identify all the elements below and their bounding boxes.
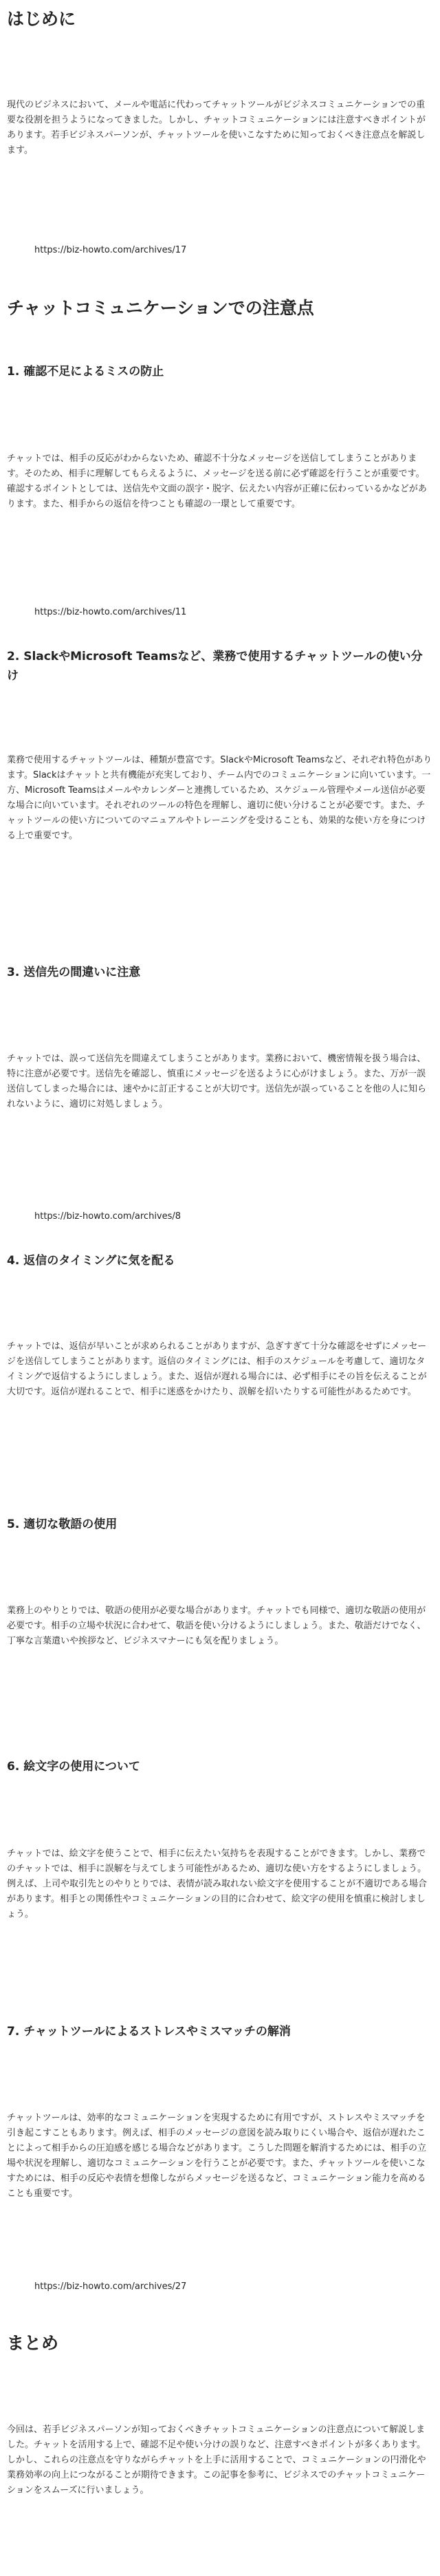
intro-link[interactable]: https://biz-howto.com/archives/17 <box>34 245 187 255</box>
section-3-heading: 3. 送信先の間違いに注意 <box>7 966 141 979</box>
section-3-paragraph: チャットでは、誤って送信先を間違えてしまうことがあります。業務において、機密情報を扱う場合は、特に注意が必要です。送信先を確認し、慎重にメッセージを送るように心がけましょう。また、万が一誤送信してしまった場合には、速やかに訂正することが大切です。送信先が誤っていることを他の人に知られないように、適切に対処しましょう。 <box>7 1054 426 1109</box>
section-1-heading: 1. 確認不足によるミスの防止 <box>7 365 164 379</box>
section-7-heading: 7. チャットツールによるストレスやミスマッチの解消 <box>7 2025 291 2039</box>
section-7-link[interactable]: https://biz-howto.com/archives/27 <box>34 2281 187 2292</box>
section-4-heading: 4. 返信のタイミングに気を配る <box>7 1254 175 1268</box>
summary-paragraph: 今回は、若手ビジネスパーソンが知っておくべきチャットコミュニケーションの注意点について解説しました。チャットを活用する上で、確認不足や使い分けの誤りなど、注意すべきポイントが多くあります。しかし、これらの注意点を守りながらチャットを上手に活用することで、コミュニケーションの円滑化や業務効率の向上につながることが期待できます。この記事を参考に、ビジネスでのチャットコミュニケーションをスムーズに行いましょう。 <box>7 2425 426 2495</box>
main-heading: チャットコミュニケーションでの注意点 <box>7 298 314 318</box>
summary-heading: まとめ <box>7 2333 59 2353</box>
section-6-heading: 6. 絵文字の使用について <box>7 1760 140 1774</box>
section-7-paragraph: チャットツールは、効率的なコミュニケーションを実現するために有用ですが、ストレスやミスマッチを引き起こすこともあります。例えば、相手のメッセージの意図を読み取りにくい場合や、返信が遅れたことによって相手からの圧迫感を感じる場合などがあります。こうした問題を解消するためには、相手の立場や状況を理解し、適切なコミュニケーションを行うことが必要です。また、チャットツールを使いこなすためには、相手の反応や表情を想像しながらメッセージを送るなど、コミュニケーション能力を高めることも重要です。 <box>7 2113 426 2199</box>
section-5-paragraph: 業務上のやりとりでは、敬語の使用が必要な場合があります。チャットでも同様で、適切な敬語の使用が必要です。相手の立場や状況に合わせて、敬語を使い分けるようにしましょう。また、敬語だけでなく、丁寧な言葉遣いや挨拶など、ビジネスマナーにも気を配りましょう。 <box>7 1606 426 1646</box>
section-4-paragraph: チャットでは、返信が早いことが求められることがありますが、急ぎすぎて十分な確認をせずにメッセージを送信してしまうことがあります。返信のタイミングには、相手のスケジュールを考慮して、適切なタイミングで返信するようにしましょう。また、返信が遅れる場合には、必ず相手にその旨を伝えることが大切です。返信が遅れることで、相手に迷惑をかけたり、誤解を招いたりする可能性があるためです。 <box>7 1341 427 1397</box>
section-1-paragraph: チャットでは、相手の反応がわからないため、確認不十分なメッセージを送信してしまうことがあります。そのため、相手に理解してもらえるように、メッセージを送る前に必ず確認を行うことが重要です。確認するポイントとしては、送信先や文面の誤字・脱字、伝えたい内容が正確に伝わっているかなどがあります。また、相手からの返信を待つことも確認の一環として重要です。 <box>7 454 427 509</box>
section-6-paragraph: チャットでは、絵文字を使うことで、相手に伝えたい気持ちを表現することができます。しかし、業務でのチャットでは、相手に誤解を与えてしまう可能性があるため、適切な使い方をするようにしましょう。例えば、上司や取引先とのやりとりでは、表情が読み取れない絵文字を使用することが不適切である場合があります。相手との関係性やコミュニケーションの目的に合わせて、絵文字の使用を慎重に検討しましょう。 <box>7 1849 428 1919</box>
section-2-paragraph: 業務で使用するチャットツールは、種類が豊富です。SlackやMicrosoft Teamsなど、それぞれ特色があります。Slackはチャットと共有機能が充実しており、チーム内でのコミュニケーションに向いています。一方、Microsoft Teamsはメールやカレンダーと連携しているため、スケジュール管理やメール送信が必要な場合に向いています。それぞれのツールの特色を理解し、適切に使い分けることが必要です。また、チャットツールの使い方についてのマニュアルやトレーニングを受けることも、効果的な使い方を身につける上で重要です。 <box>7 755 432 841</box>
intro-heading: はじめに <box>7 9 76 29</box>
section-1-link[interactable]: https://biz-howto.com/archives/11 <box>34 607 187 617</box>
section-2-heading: 2. SlackやMicrosoft Teamsなど、業務で使用するチャットツールの使い分け <box>7 650 423 683</box>
section-5-heading: 5. 適切な敬語の使用 <box>7 1518 118 1531</box>
section-3-link[interactable]: https://biz-howto.com/archives/8 <box>34 1211 182 1222</box>
intro-paragraph: 現代のビジネスにおいて、メールや電話に代わってチャットツールがビジネスコミュニケーションでの重要な役割を担うようになってきました。しかし、チャットコミュニケーションには注意すべきポイントがあります。若手ビジネスパーソンが、チャットツールを使いこなすために知っておくべき注意点を解説します。 <box>7 100 426 156</box>
